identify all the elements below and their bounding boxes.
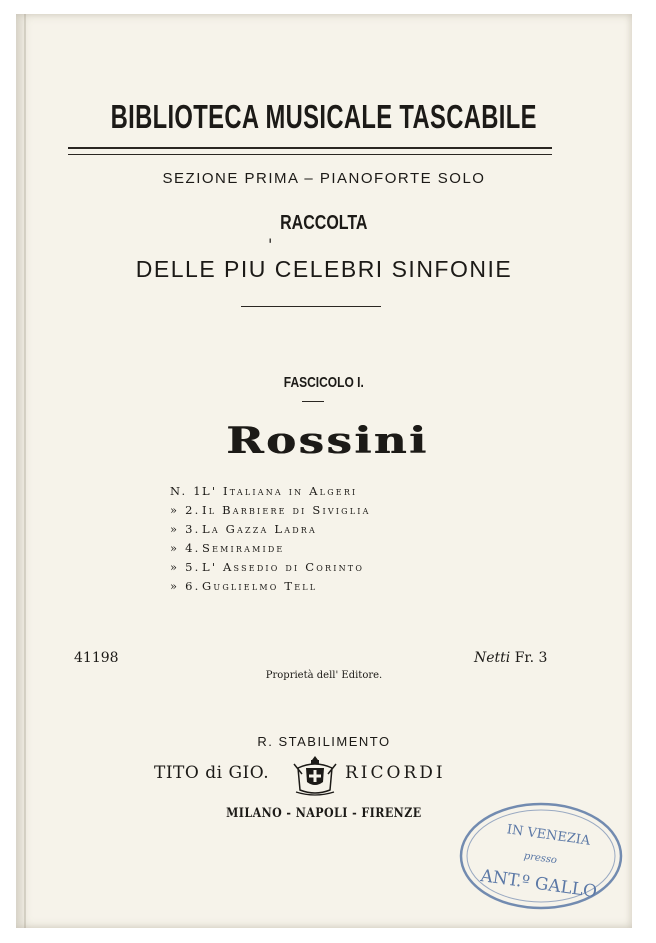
accent-mark: ' — [268, 235, 273, 254]
plate-number: 41198 — [74, 650, 119, 666]
fascicolo-label: FASCICOLO I. — [283, 374, 364, 391]
property-note: Proprietà dell' Editore. — [265, 670, 383, 681]
work-number: » 5. — [170, 560, 201, 574]
double-rule — [68, 147, 552, 155]
short-rule — [241, 306, 381, 307]
list-item — [170, 558, 371, 577]
collection-title: DELLE PIU CELEBRI SINFONIE — [135, 256, 513, 282]
tiny-rule — [302, 401, 324, 402]
dealer-stamp — [456, 797, 626, 915]
list-item — [170, 501, 371, 520]
work-title: Semiramide — [202, 541, 285, 555]
publisher-name-left: TITO di GIO. — [154, 763, 270, 783]
list-item — [170, 520, 371, 539]
stamp-line-3: ANT.º GALLO — [479, 865, 599, 903]
composer-name: Rossini — [226, 420, 429, 462]
stamp-line-1: IN VENEZIA — [505, 822, 592, 849]
cities-line: MILANO - NAPOLI - FIRENZE — [226, 806, 422, 821]
series-title: BIBLIOTECA MUSICALE TASCABILE — [110, 98, 537, 135]
stabilimento-label: R. STABILIMENTO — [257, 734, 391, 749]
list-item — [170, 539, 371, 558]
work-title: Guglielmo Tell — [202, 579, 318, 593]
works-list — [170, 482, 371, 596]
work-number: N. 1. — [170, 484, 209, 498]
title-page — [16, 14, 632, 928]
work-number: » 2. — [170, 503, 201, 517]
work-title: L' Italiana in Algeri — [202, 484, 358, 498]
section-heading: SEZIONE PRIMA – PIANOFORTE SOLO — [162, 170, 486, 187]
list-item — [170, 482, 371, 501]
royal-crest-icon — [290, 754, 340, 796]
work-title: L' Assedio di Corinto — [202, 560, 365, 574]
price-value: Fr. 3 — [514, 650, 548, 666]
work-title: Il Barbiere di Siviglia — [202, 503, 371, 517]
price-label: Netti — [474, 650, 511, 666]
work-number: » 6. — [170, 579, 201, 593]
price — [474, 650, 547, 666]
work-number: » 4. — [170, 541, 201, 555]
work-title: La Gazza Ladra — [202, 522, 318, 536]
work-number: » 3. — [170, 522, 201, 536]
raccolta-heading: RACCOLTA — [280, 212, 368, 234]
stamp-line-2: presso — [523, 850, 558, 867]
publisher-name-right: RICORDI — [345, 763, 446, 783]
list-item — [170, 577, 371, 596]
